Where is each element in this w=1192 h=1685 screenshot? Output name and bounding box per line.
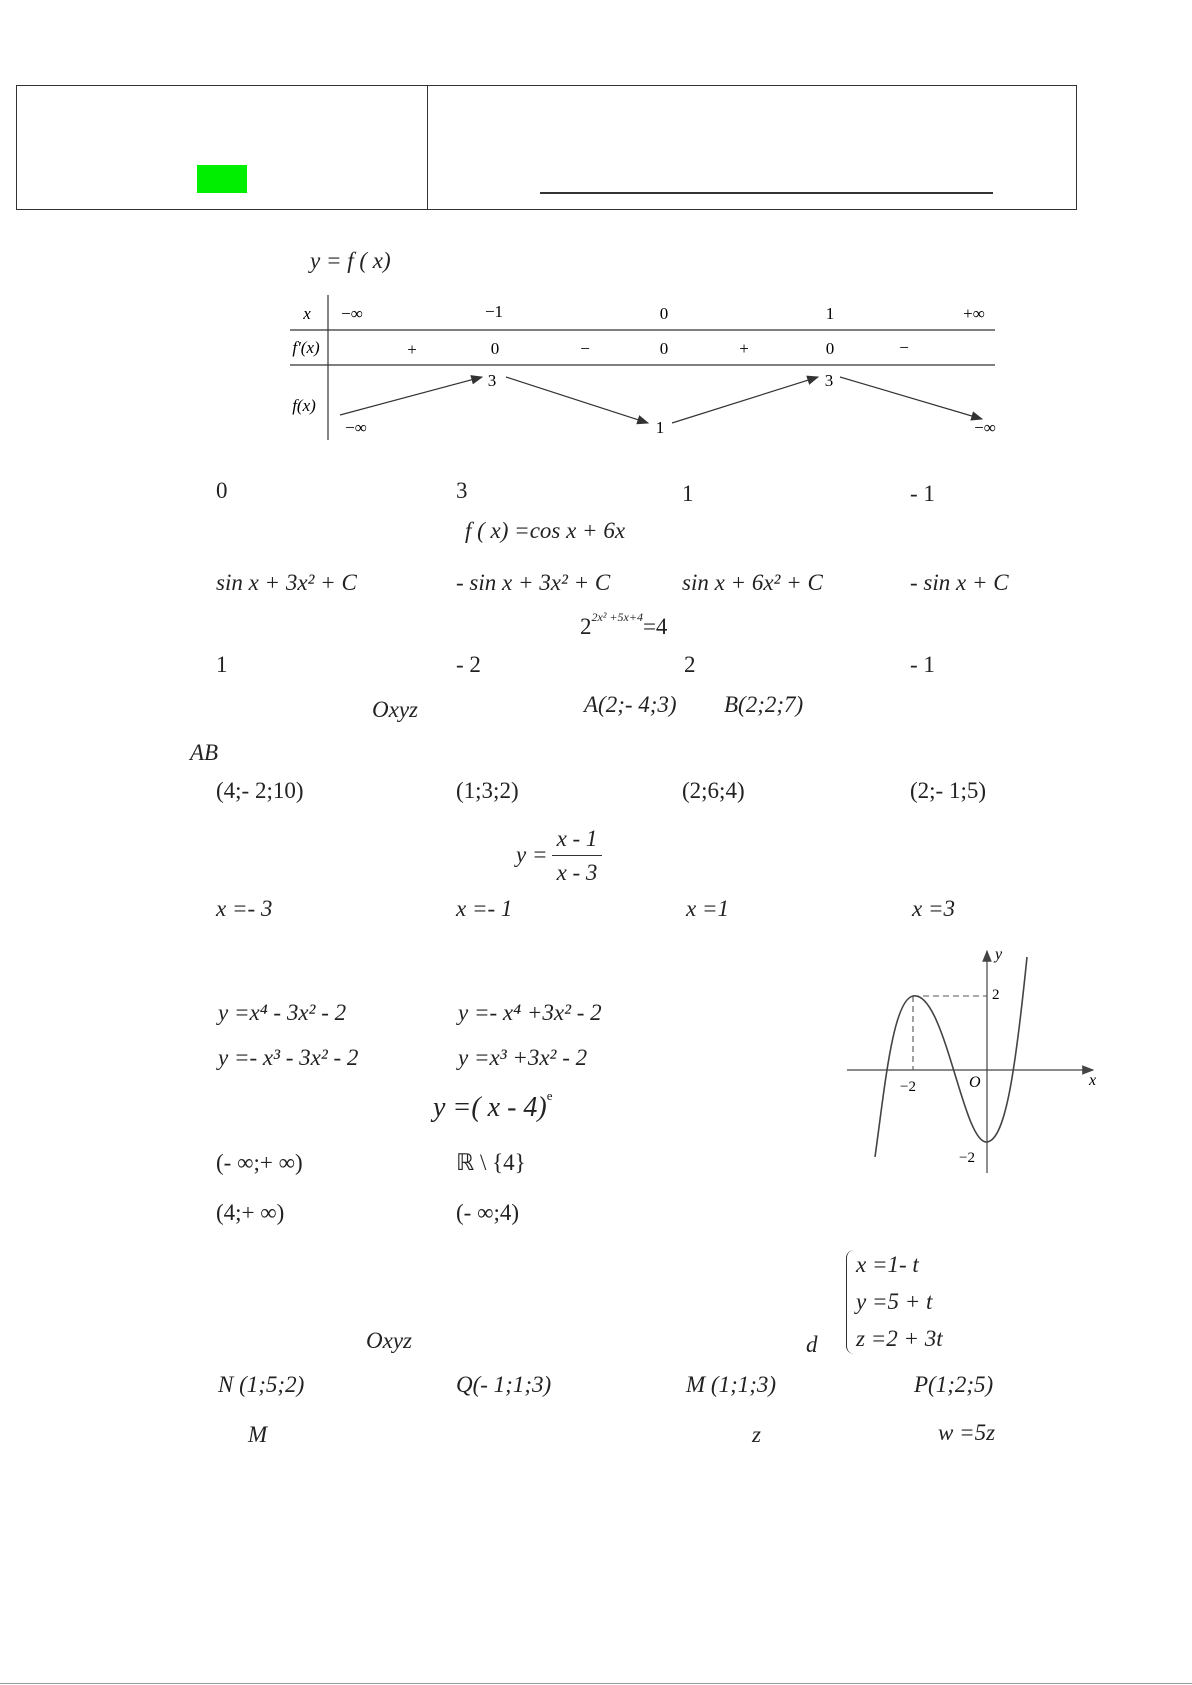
vt-fp-3: 0 <box>659 339 669 358</box>
q1-option-b: 3 <box>456 478 468 503</box>
vt-fp-0: + <box>407 340 417 359</box>
q7-function <box>433 1087 553 1124</box>
vt-f-max-2: 3 <box>824 371 834 390</box>
q2-function: f ( x) =cos x + 6x <box>465 518 626 543</box>
q7-exponent: e <box>546 1087 553 1103</box>
q8-option-c: M (1;1;3) <box>686 1372 777 1397</box>
vt-x-3: 1 <box>825 304 835 323</box>
q8-frame: Oxyz <box>366 1328 412 1353</box>
q7-base: y =( x - 4) <box>433 1092 547 1123</box>
vt-x-2: 0 <box>659 304 669 323</box>
q4-frame: Oxyz <box>372 697 418 722</box>
q6-label-x: x <box>1089 1072 1097 1089</box>
q4-option-b: (1;3;2) <box>456 778 519 803</box>
q6-tick-y-2: 2 <box>992 987 1000 1003</box>
q6-curve <box>875 957 1027 1157</box>
q5-option-c: x =1 <box>686 896 729 921</box>
q5-lhs: y = <box>516 842 548 867</box>
q5-numerator: x - 1 <box>556 826 598 851</box>
header-divider <box>427 85 428 210</box>
q8-eq-z: z =2 + 3t <box>856 1326 943 1351</box>
q8-line-name: d <box>806 1332 818 1357</box>
q4-point-b: B(2;2;7) <box>724 692 804 717</box>
q6-label-origin: O <box>969 1074 981 1091</box>
vt-x-0: −∞ <box>341 304 363 323</box>
vt-f-start: −∞ <box>345 418 367 437</box>
q3-equation <box>580 610 668 640</box>
q1-variation-table <box>270 295 1010 445</box>
vt-f-end: −∞ <box>974 418 996 437</box>
q5-option-b: x =- 1 <box>456 896 513 921</box>
q4-segment: AB <box>190 740 219 765</box>
vt-fp-2: − <box>580 339 590 358</box>
q4-option-d: (2;- 1;5) <box>910 778 987 803</box>
q6-tick-x-neg2: −2 <box>900 1079 916 1095</box>
q3-option-b: - 2 <box>456 652 481 677</box>
q1-option-a: 0 <box>216 478 228 503</box>
q2-option-d: - sin x + C <box>910 570 1009 595</box>
q5-option-d: x =3 <box>912 896 955 921</box>
q3-exponent: 2x² +5x+4 <box>591 610 643 625</box>
vt-fp-6: − <box>899 338 909 357</box>
q3-rhs: =4 <box>642 614 668 639</box>
q6-option-b: y =- x⁴ +3x² - 2 <box>458 1000 602 1025</box>
q6-option-c: y =- x³ - 3x² - 2 <box>218 1045 359 1070</box>
q4-option-a: (4;- 2;10) <box>216 778 304 803</box>
q2-option-c: sin x + 6x² + C <box>682 570 823 595</box>
q7-option-c: (4;+ ∞) <box>216 1200 285 1225</box>
q8-option-d: P(1;2;5) <box>914 1372 994 1397</box>
vt-label-x: x <box>303 304 311 323</box>
vt-x-4: +∞ <box>963 304 985 323</box>
q1-option-c: 1 <box>682 481 694 506</box>
q3-option-c: 2 <box>684 652 696 677</box>
vt-x-1: −1 <box>484 302 504 321</box>
vt-label-fp: f′(x) <box>292 338 320 357</box>
q8-eq-y: y =5 + t <box>856 1289 933 1314</box>
header-highlight-block <box>197 165 247 193</box>
q9-complex: z <box>752 1422 761 1447</box>
vt-fp-4: + <box>739 339 749 358</box>
vt-fp-5: 0 <box>825 339 835 358</box>
header-signature-line <box>540 192 993 194</box>
vt-fp-1: 0 <box>490 339 500 358</box>
q6-label-y: y <box>995 946 1003 963</box>
q4-option-c: (2;6;4) <box>682 778 745 803</box>
q7-option-a: (- ∞;+ ∞) <box>216 1150 303 1175</box>
q1-option-d: - 1 <box>910 481 935 506</box>
q6-graph <box>845 945 1105 1175</box>
vt-f-min: 1 <box>655 418 665 437</box>
q2-option-a: sin x + 3x² + C <box>216 570 357 595</box>
q8-option-a: N (1;5;2) <box>218 1372 305 1397</box>
q6-option-d: y =x³ +3x² - 2 <box>458 1045 588 1070</box>
q9-point: M <box>248 1422 268 1447</box>
q3-option-a: 1 <box>216 652 228 677</box>
q6-tick-y-neg2: −2 <box>959 1150 975 1166</box>
q4-point-a: A(2;- 4;3) <box>584 692 677 717</box>
q7-option-b: ℝ \ {4} <box>456 1150 526 1175</box>
q8-eq-x: x =1- t <box>856 1252 919 1277</box>
q8-option-b: Q(- 1;1;3) <box>456 1372 552 1397</box>
q5-option-a: x =- 3 <box>216 896 273 921</box>
q9-relation: w =5z <box>938 1420 996 1445</box>
q3-base: 2 <box>580 614 592 639</box>
q1-function: y = f ( x) <box>310 248 391 273</box>
vt-f-max-1: 3 <box>487 371 497 390</box>
q3-option-d: - 1 <box>910 652 935 677</box>
page-bottom-rule <box>0 1683 1192 1684</box>
q2-option-b: - sin x + 3x² + C <box>456 570 611 595</box>
q7-option-d: (- ∞;4) <box>456 1200 520 1225</box>
q5-denominator: x - 3 <box>556 860 598 885</box>
q6-option-a: y =x⁴ - 3x² - 2 <box>218 1000 347 1025</box>
q5-fraction-bar <box>552 855 602 856</box>
q8-system-brace <box>846 1250 855 1354</box>
vt-label-f: f(x) <box>292 396 316 415</box>
